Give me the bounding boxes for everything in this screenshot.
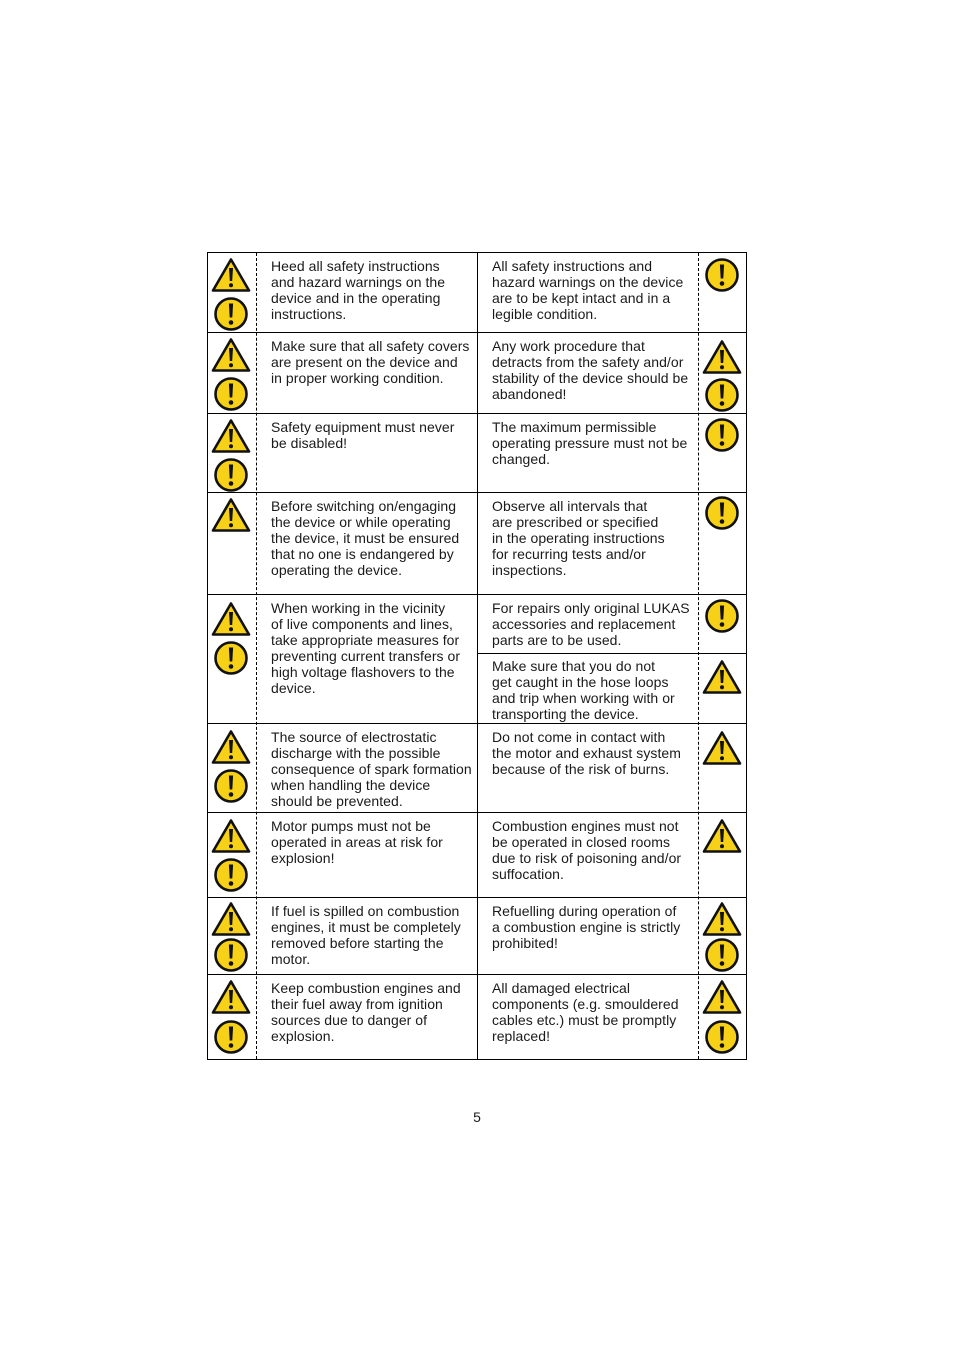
exclamation-circle-icon	[702, 257, 742, 293]
warning-triangle-icon	[211, 337, 251, 373]
warning-triangle-icon	[702, 901, 742, 937]
instruction-text: Safety equipment must never be disabled!	[271, 419, 455, 451]
instruction-text: Heed all safety instructions and hazard warnings on the device and in the operating instructions.	[271, 258, 446, 322]
instruction-text: All damaged electrical components (e.g. smouldered cables etc.) must be promptly replaced!	[492, 980, 679, 1044]
instruction-text: Refuelling during operation of a combustion engine is strictly prohibited!	[492, 903, 681, 951]
exclamation-circle-icon	[211, 768, 251, 804]
exclamation-circle-icon	[702, 1019, 742, 1055]
warning-triangle-icon	[702, 818, 742, 854]
instruction-text: All safety instructions and hazard warnings on the device are to be kept intact and in a legible condition.	[492, 258, 684, 322]
instruction-text: Observe all intervals that are prescribed or specified in the operating instructions for recurring tests and/or inspections.	[492, 498, 665, 578]
row-divider	[208, 897, 746, 898]
exclamation-circle-icon	[211, 640, 251, 676]
instruction-text: Motor pumps must not be operated in areas at risk for explosion!	[271, 818, 443, 866]
exclamation-circle-icon	[702, 598, 742, 634]
exclamation-circle-icon	[211, 1019, 251, 1055]
warning-triangle-icon	[211, 818, 251, 854]
exclamation-circle-icon	[211, 857, 251, 893]
exclamation-circle-icon	[702, 495, 742, 531]
exclamation-circle-icon	[702, 417, 742, 453]
instruction-text: Make sure that all safety covers are present on the device and in proper working condition.	[271, 338, 470, 386]
instruction-text: The maximum permissible operating pressure must not be changed.	[492, 419, 688, 467]
row-divider	[208, 492, 746, 493]
row-divider	[208, 594, 746, 595]
instruction-text: Make sure that you do not get caught in the hose loops and trip when working with or transporting the device.	[492, 658, 675, 722]
instruction-text: Combustion engines must not be operated in closed rooms due to risk of poisoning and/or suffocation.	[492, 818, 682, 882]
warning-triangle-icon	[211, 257, 251, 293]
row-divider	[208, 413, 746, 414]
instruction-text: For repairs only original LUKAS accessories and replacement parts are to be used.	[492, 600, 690, 648]
warning-triangle-icon	[702, 339, 742, 375]
warning-triangle-icon	[211, 979, 251, 1015]
warning-triangle-icon	[211, 729, 251, 765]
row-divider	[208, 723, 746, 724]
page-number: 5	[473, 1109, 481, 1125]
instruction-text: If fuel is spilled on combustion engines, it must be completely removed before starting the motor.	[271, 903, 461, 967]
warning-triangle-icon	[702, 659, 742, 695]
divider	[477, 253, 478, 1059]
warning-triangle-icon	[702, 979, 742, 1015]
exclamation-circle-icon	[702, 377, 742, 413]
warning-triangle-icon	[702, 730, 742, 766]
divider	[698, 253, 699, 1059]
instruction-text: Before switching on/engaging the device or while operating the device, it must be ensured that no one is endangered by operating the device.	[271, 498, 460, 578]
exclamation-circle-icon	[211, 457, 251, 493]
instruction-text: The source of electrostatic discharge with the possible consequence of spark formation when handling the device should be prevented.	[271, 729, 472, 809]
row-divider	[208, 812, 746, 813]
warning-triangle-icon	[211, 601, 251, 637]
exclamation-circle-icon	[211, 937, 251, 973]
divider	[256, 253, 257, 1059]
row-divider	[208, 332, 746, 333]
instruction-text: Do not come in contact with the motor and exhaust system because of the risk of burns.	[492, 729, 681, 777]
instruction-text: Keep combustion engines and their fuel away from ignition sources due to danger of explosion.	[271, 980, 461, 1044]
exclamation-circle-icon	[702, 937, 742, 973]
row-divider	[478, 653, 746, 654]
warning-triangle-icon	[211, 497, 251, 533]
row-divider	[208, 974, 746, 975]
warning-triangle-icon	[211, 418, 251, 454]
exclamation-circle-icon	[211, 376, 251, 412]
instruction-text: Any work procedure that detracts from the safety and/or stability of the device should be abandoned!	[492, 338, 689, 402]
warning-triangle-icon	[211, 901, 251, 937]
instruction-text: When working in the vicinity of live components and lines, take appropriate measures for preventing current transfers or high voltage flashovers to the device.	[271, 600, 461, 696]
safety-table	[207, 252, 747, 1060]
exclamation-circle-icon	[211, 296, 251, 332]
